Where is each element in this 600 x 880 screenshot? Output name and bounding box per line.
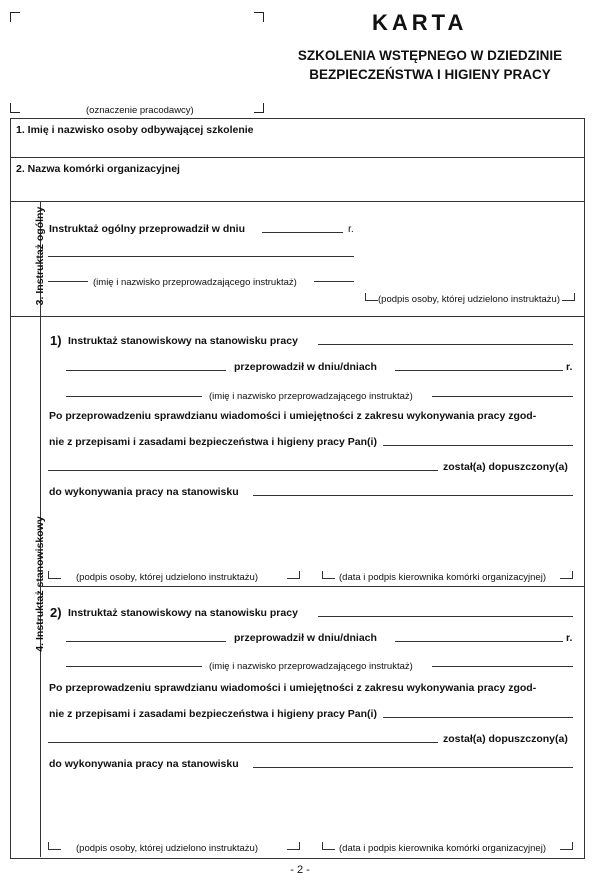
section-4-side-label: 4. Instruktaż stanowiskowy bbox=[34, 516, 46, 652]
block-2-admitted-line bbox=[48, 742, 438, 743]
block-1-check-text-2: nie z przepisami i zasadami bezpieczeństwa i higieny pracy Pan(i) bbox=[49, 436, 377, 448]
section-3-side-label: 3. Instruktaż ogólny bbox=[34, 206, 46, 306]
block-1-sig-manager: (data i podpis kierownika komórki organizacyjnej) bbox=[339, 572, 546, 583]
block-2-position-line bbox=[318, 616, 573, 617]
general-instructor-line-left bbox=[48, 281, 88, 282]
block-1-position-label: Instruktaż stanowiskowy na stanowisku pracy bbox=[68, 335, 298, 347]
stamp-corner-br bbox=[254, 103, 264, 113]
block-1-admitted-line bbox=[48, 470, 438, 471]
block-1-instructor-line-right bbox=[432, 396, 573, 397]
page-number: - 2 - bbox=[290, 864, 310, 876]
general-instructor-line bbox=[48, 256, 354, 257]
block-1-sig-trainee: (podpis osoby, której udzielono instruktażu) bbox=[76, 572, 259, 583]
form-subtitle-2: BEZPIECZEŃSTWA I HIGIENY PRACY bbox=[309, 67, 551, 82]
block-1-work-label: do wykonywania pracy na stanowisku bbox=[49, 486, 239, 498]
block-2-sig-bracket-l2 bbox=[322, 842, 335, 850]
general-signature-caption: (podpis osoby, której udzielono instruktażu) bbox=[378, 294, 561, 305]
block-1-instructor-caption: (imię i nazwisko przeprowadzającego instruktaż) bbox=[209, 391, 413, 402]
block-1-sig-bracket-r2 bbox=[560, 571, 573, 579]
field-1-divider bbox=[10, 157, 584, 158]
block-2-instructor-line-right bbox=[432, 666, 573, 667]
block-2-year: r. bbox=[566, 632, 573, 644]
general-instructor-caption: (imię i nazwisko przeprowadzającego instruktaż) bbox=[93, 277, 297, 288]
section-3-divider bbox=[10, 316, 584, 317]
general-training-date-line bbox=[262, 232, 343, 233]
block-1-date-line-a bbox=[66, 370, 226, 371]
block-2-number: 2) bbox=[50, 605, 62, 620]
general-instructor-line-right bbox=[314, 281, 354, 282]
block-2-date-line-b bbox=[395, 641, 563, 642]
block-2-sig-trainee: (podpis osoby, której udzielono instruktażu) bbox=[76, 843, 259, 854]
general-training-year: r. bbox=[348, 223, 354, 235]
block-2-check-text-2: nie z przepisami i zasadami bezpieczeństwa i higieny pracy Pan(i) bbox=[49, 708, 377, 720]
block-1-conducted-label: przeprowadził w dniu/dniach bbox=[234, 361, 377, 373]
form-subtitle-1: SZKOLENIA WSTĘPNEGO W DZIEDZINIE bbox=[297, 48, 563, 63]
block-2-sig-bracket-r1 bbox=[287, 842, 300, 850]
stamp-corner-bl bbox=[10, 103, 20, 113]
form-title: KARTA bbox=[372, 10, 468, 35]
block-1-work-line bbox=[253, 495, 573, 496]
block-1-admitted: został(a) dopuszczony(a) bbox=[443, 461, 568, 473]
block-2-sig-bracket-r2 bbox=[560, 842, 573, 850]
block-1-sig-bracket-l1 bbox=[48, 571, 61, 579]
block-2-conducted-label: przeprowadził w dniu/dniach bbox=[234, 632, 377, 644]
block-divider bbox=[40, 586, 584, 587]
stamp-corner-tl bbox=[10, 12, 20, 22]
stamp-corner-tr bbox=[254, 12, 264, 22]
block-2-work-label: do wykonywania pracy na stanowisku bbox=[49, 758, 239, 770]
block-1-instructor-line-left bbox=[66, 396, 202, 397]
field-2-divider bbox=[10, 201, 584, 202]
block-1-check-text-1: Po przeprowadzeniu sprawdzianu wiadomości i umiejętności z zakresu wykonywania pracy zgod- bbox=[49, 410, 537, 422]
block-1-number: 1) bbox=[50, 333, 62, 348]
block-1-date-line-b bbox=[395, 370, 563, 371]
block-2-name-line bbox=[383, 717, 573, 718]
field-2-label: 2. Nazwa komórki organizacyjnej bbox=[16, 163, 180, 175]
block-2-check-text-1: Po przeprowadzeniu sprawdzianu wiadomości i umiejętności z zakresu wykonywania pracy zgod- bbox=[49, 682, 537, 694]
block-2-sig-bracket-l1 bbox=[48, 842, 61, 850]
general-sig-bracket-left bbox=[365, 293, 378, 301]
block-1-sig-bracket-r1 bbox=[287, 571, 300, 579]
employer-mark-caption: (oznaczenie pracodawcy) bbox=[86, 105, 194, 116]
block-2-sig-manager: (data i podpis kierownika komórki organizacyjnej) bbox=[339, 843, 546, 854]
block-2-instructor-caption: (imię i nazwisko przeprowadzającego instruktaż) bbox=[209, 661, 413, 672]
block-2-admitted: został(a) dopuszczony(a) bbox=[443, 733, 568, 745]
block-2-work-line bbox=[253, 767, 573, 768]
block-1-name-line bbox=[383, 445, 573, 446]
field-1-label: 1. Imię i nazwisko osoby odbywającej szkolenie bbox=[16, 124, 254, 136]
block-2-date-line-a bbox=[66, 641, 226, 642]
block-2-position-label: Instruktaż stanowiskowy na stanowisku pracy bbox=[68, 607, 298, 619]
block-1-position-line bbox=[318, 344, 573, 345]
block-2-instructor-line-left bbox=[66, 666, 202, 667]
general-sig-bracket-right bbox=[562, 293, 575, 301]
block-1-year: r. bbox=[566, 361, 573, 373]
general-training-label: Instruktaż ogólny przeprowadził w dniu bbox=[49, 223, 246, 235]
block-1-sig-bracket-l2 bbox=[322, 571, 335, 579]
